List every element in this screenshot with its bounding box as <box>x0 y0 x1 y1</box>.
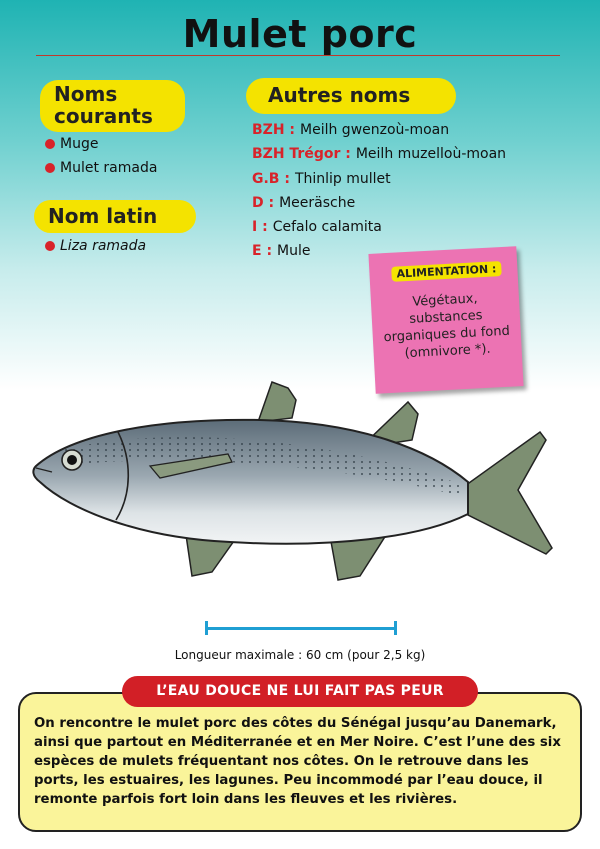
scale-bar <box>205 621 397 635</box>
language-code: D : <box>252 194 275 211</box>
language-code: G.B : <box>252 170 290 187</box>
fish-pupil <box>67 455 77 465</box>
language-name: Meeräsche <box>279 194 356 211</box>
other-names-heading: Autres noms <box>268 83 411 107</box>
other-name-item <box>252 144 506 168</box>
language-name: Thinlip mullet <box>294 170 391 187</box>
latin-name-item: Liza ramada <box>44 236 146 260</box>
title-rule <box>36 55 560 56</box>
other-name-item <box>252 193 506 217</box>
language-code: I : <box>252 219 268 236</box>
language-code: BZH Trégor : <box>252 146 351 163</box>
language-name: Mule <box>277 243 311 260</box>
language-name: Meilh gwenzoù-moan <box>300 122 450 138</box>
first-dorsal-fin <box>258 382 296 422</box>
diet-text: Végétaux, substances organiques du fond (omnivore *). <box>383 291 511 362</box>
language-name: Cefalo calamita <box>272 219 382 236</box>
info-box <box>18 692 582 832</box>
info-text: On rencontre le mulet porc des côtes du Sénégal jusqu’au Danemark, ainsi que partout en Méditerranée et en Mer Noire. C’est l’une des six espèces de mulets fréquentant nos côtes. On le retrouve dans les ports, les estuaires, les lagunes. Peu incommodé par l’eau douce, il remonte parfois fort loin dans les fleuves et les rivières. <box>34 716 561 807</box>
common-name-item: Muge <box>44 134 157 158</box>
common-names-list <box>44 134 157 182</box>
other-name-item <box>252 217 506 241</box>
other-name-item <box>252 169 506 193</box>
common-names-heading-line2: courants <box>54 104 153 128</box>
other-name-item <box>252 120 506 144</box>
info-banner: L’EAU DOUCE NE LUI FAIT PAS PEUR <box>122 676 478 707</box>
max-length-label: Longueur maximale : 60 cm (pour 2,5 kg) <box>174 648 426 662</box>
other-names-list <box>252 120 506 266</box>
latin-name-heading: Nom latin <box>48 204 158 228</box>
fish-icon <box>0 370 600 600</box>
common-name-item: Mulet ramada <box>44 158 157 182</box>
language-code: BZH : <box>252 122 296 138</box>
page-title: Mulet porc <box>182 12 418 56</box>
common-names-label <box>40 80 185 132</box>
other-names-label <box>246 78 456 114</box>
language-name: Meilh muzelloù-moan <box>355 146 507 163</box>
latin-name-label <box>34 200 196 233</box>
common-names-heading-line1: Noms <box>54 82 118 106</box>
diet-label: ALIMENTATION : <box>391 261 502 282</box>
tail-fin <box>462 432 552 554</box>
latin-name-list <box>44 236 146 260</box>
language-code: E : <box>252 243 273 260</box>
